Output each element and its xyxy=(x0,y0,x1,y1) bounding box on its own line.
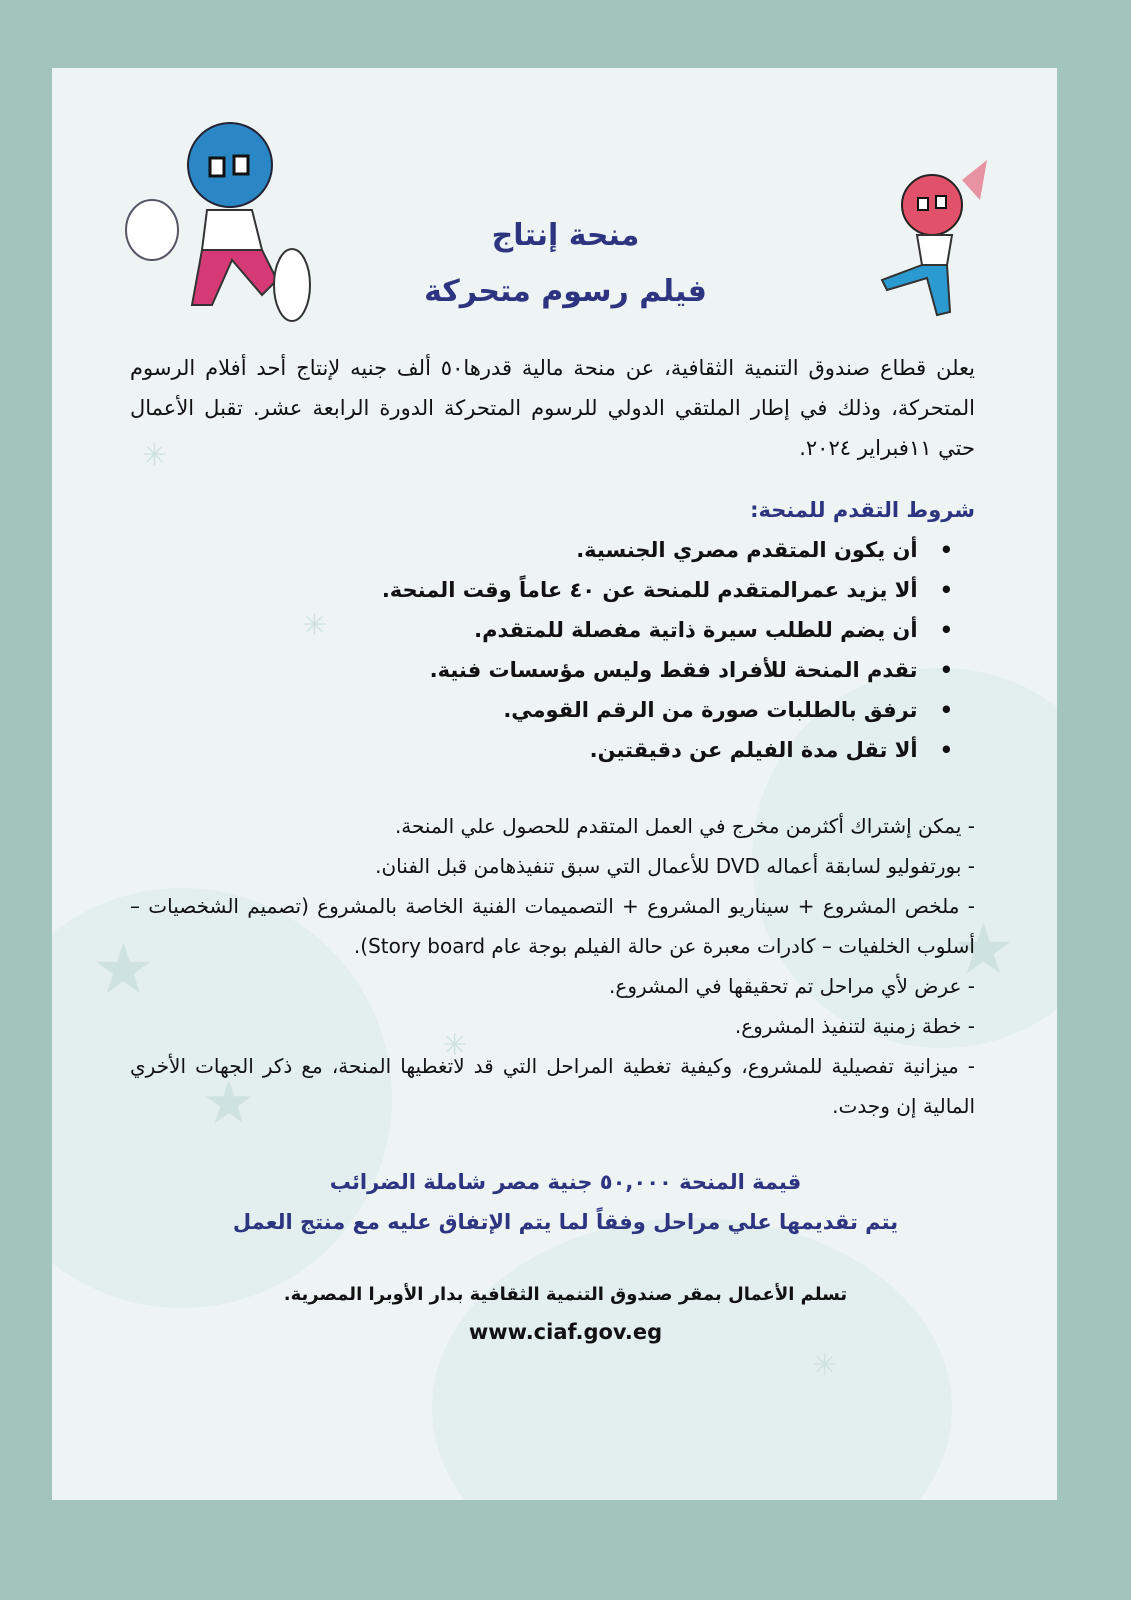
star-icon: ★ xyxy=(952,908,1015,990)
grant-info xyxy=(0,1162,1131,1242)
grant-terms: يتم تقديمها علي مراحل وفقاً لما يتم الإتفاق عليه مع منتج العمل xyxy=(232,1210,899,1234)
requirement-item: - يمكن إشتراك أكثرمن مخرج في العمل المتقدم للحصول علي المنحة. xyxy=(394,814,975,838)
star-icon: ★ xyxy=(92,928,155,1010)
sparkle-icon: ✳ xyxy=(812,1348,838,1383)
requirement-item: - عرض لأي مراحل تم تحقيقها في المشروع. xyxy=(609,974,975,998)
title-line-2: فيلم رسوم متحركة xyxy=(424,274,707,309)
condition-item: • ألا تقل مدة الفيلم عن دقيقتين. xyxy=(130,730,953,770)
condition-item: • أن يكون المتقدم مصري الجنسية. xyxy=(130,530,953,570)
grant-value: قيمة المنحة ٥٠,٠٠٠ جنية مصر شاملة الضرائب xyxy=(329,1170,802,1194)
website-link[interactable]: www.ciaf.gov.eg xyxy=(468,1320,663,1344)
intro-paragraph: يعلن قطاع صندوق التنمية الثقافية، عن منحة مالية قدرها٥٠ ألف جنيه لإنتاج أحد أفلام الرسوم المتحركة، وذلك في إطار الملتقي الدولي للرسوم المتحركة الدورة الرابعة عشر. تقبل الأعمال حتي ١١فبراير ٢٠٢٤. xyxy=(130,356,976,460)
requirement-item: - خطة زمنية لتنفيذ المشروع. xyxy=(734,1014,975,1038)
sparkle-icon: ✳ xyxy=(302,608,328,643)
requirements-list xyxy=(130,806,975,1126)
requirement-item: - بورتفوليو لسابقة أعماله DVD للأعمال التي سبق تنفيذهامن قبل الفنان. xyxy=(375,854,975,878)
condition-item: • أن يضم للطلب سيرة ذاتية مفصلة للمتقدم. xyxy=(130,610,953,650)
sparkle-icon: ✳ xyxy=(442,1028,468,1063)
star-icon: ★ xyxy=(202,1068,256,1138)
title-line-1: منحة إنتاج xyxy=(491,218,640,253)
conditions-heading: شروط التقدم للمنحة: xyxy=(750,498,975,522)
condition-item: • ترفق بالطلبات صورة من الرقم القومي. xyxy=(130,690,953,730)
condition-item: • ألا يزيد عمرالمتقدم للمنحة عن ٤٠ عاماً وقت المنحة. xyxy=(130,570,953,610)
requirement-item: - ملخص المشروع + سيناريو المشروع + التصميمات الفنية الخاصة بالمشروع (تصميم الشخصيات – أسلوب الخلفيات – كادرات معبرة عن حالة الفيلم بوجة عام Story board). xyxy=(130,894,975,958)
poster-body xyxy=(130,348,975,1352)
sparkle-icon: ✳ xyxy=(142,438,168,473)
delivery-note: تسلم الأعمال بمقر صندوق التنمية الثقافية بدار الأوبرا المصرية. xyxy=(283,1284,848,1305)
conditions-list xyxy=(130,530,975,770)
requirement-item: - ميزانية تفصيلية للمشروع، وكيفية تغطية المراحل التي قد لاتغطيها المنحة، مع ذكر الجهات الأخري المالية إن وجدت. xyxy=(130,1054,975,1118)
condition-item: • تقدم المنحة للأفراد فقط وليس مؤسسات فنية. xyxy=(130,650,953,690)
page-title xyxy=(0,208,1131,320)
